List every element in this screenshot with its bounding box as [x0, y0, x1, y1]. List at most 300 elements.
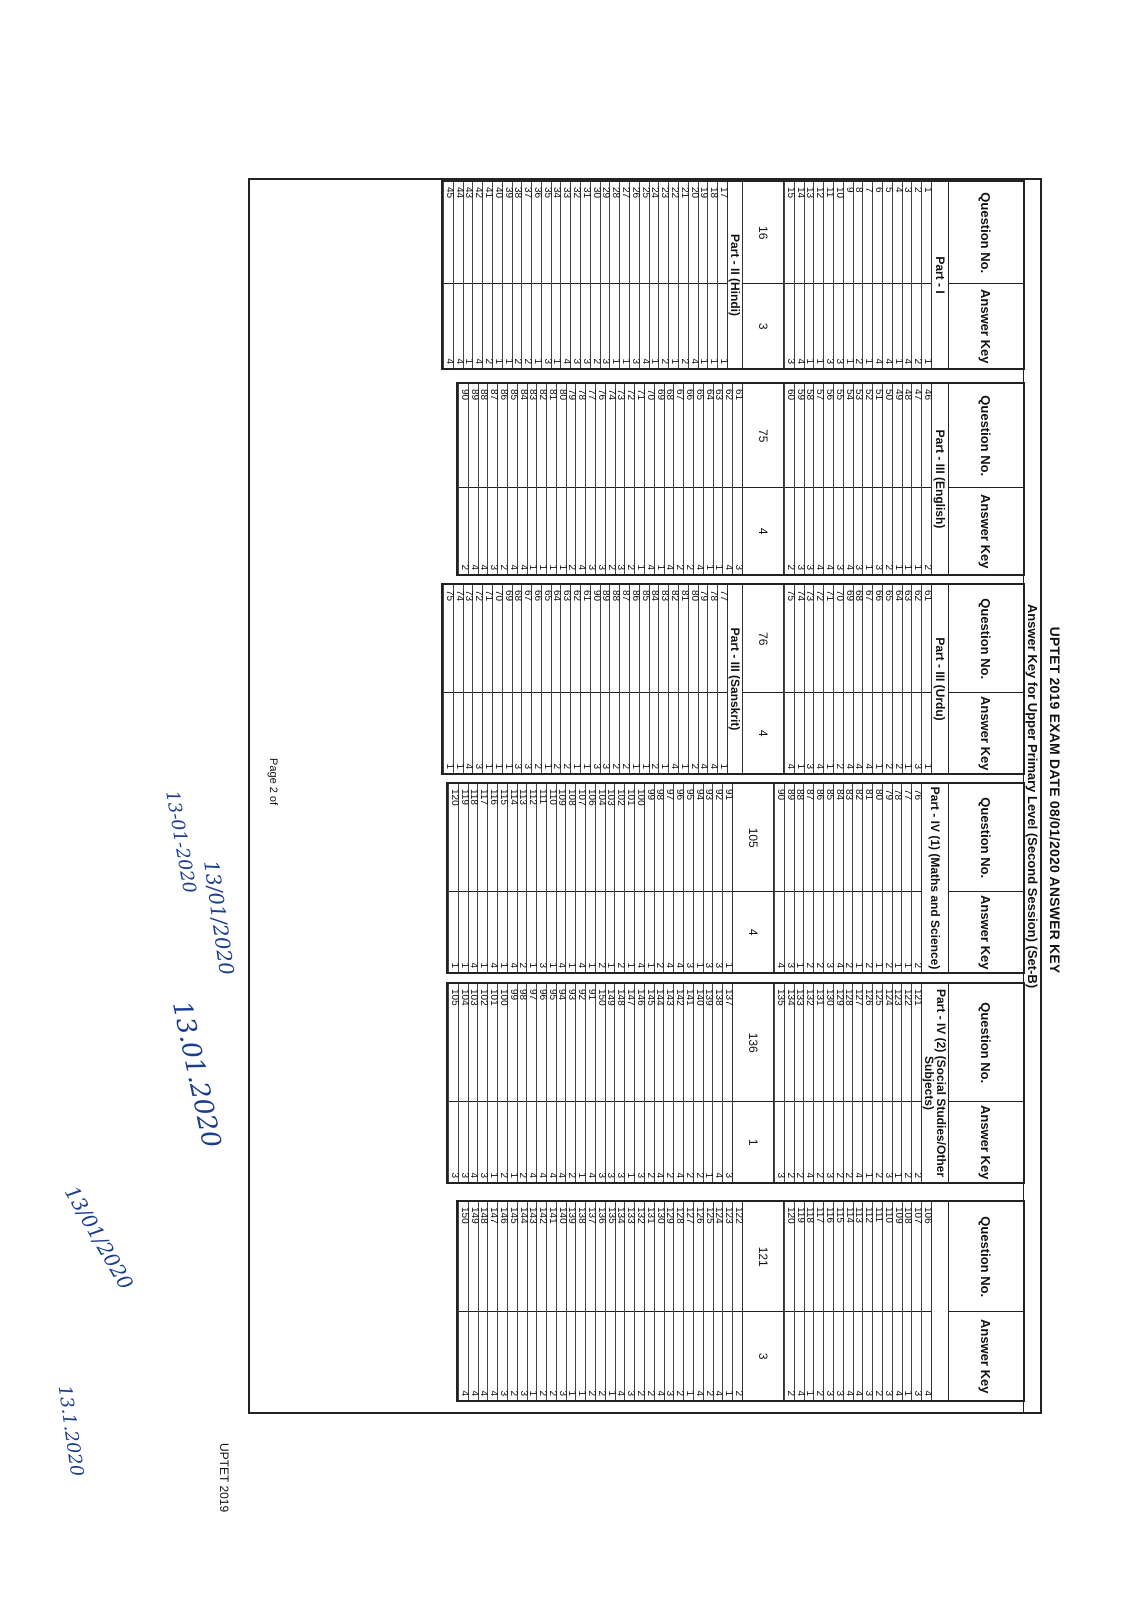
answer-value: 1 — [912, 564, 924, 570]
question-number: 123 — [723, 1202, 732, 1312]
question-number: 71 — [635, 384, 644, 488]
table-row — [673, 1202, 686, 1400]
answer-value: 2 — [794, 1172, 806, 1178]
answer-value: 3 — [824, 1390, 836, 1396]
answer-value: 2 — [882, 564, 894, 570]
table-row — [566, 1202, 576, 1400]
table-row — [722, 1202, 735, 1400]
answer-value: 4 — [536, 1172, 548, 1178]
answer-value: 2 — [605, 564, 617, 570]
answer-value: 3 — [824, 358, 836, 364]
answer-value: 2 — [659, 358, 671, 364]
question-number: 33 — [562, 182, 571, 284]
question-number: 62 — [723, 384, 732, 488]
answer-block — [446, 982, 1025, 1184]
table-row — [629, 182, 639, 368]
question-number: 93 — [704, 784, 713, 892]
question-number: 13 — [805, 182, 814, 284]
answer-value: 4 — [824, 564, 836, 570]
answer-value: 1 — [546, 962, 558, 968]
table-row — [600, 182, 610, 368]
question-number: 91 — [723, 784, 732, 892]
table-row — [862, 1202, 875, 1400]
table-row — [615, 1202, 625, 1400]
table-row — [546, 384, 556, 574]
table-row — [813, 182, 826, 368]
table-row — [478, 384, 488, 574]
answer-value: 1 — [571, 763, 583, 769]
question-number: 134 — [616, 1202, 625, 1312]
column-headers — [948, 1202, 1023, 1400]
question-number: 64 — [704, 384, 713, 488]
answer-value: 2 — [833, 1172, 845, 1178]
question-number: 146 — [635, 984, 644, 1102]
answer-value: 1 — [580, 763, 592, 769]
question-number: 107 — [912, 1202, 921, 1312]
answer-value: 4 — [468, 962, 480, 968]
table-row — [683, 1202, 696, 1400]
answer-value: 1 — [443, 763, 455, 769]
table-row — [458, 784, 468, 972]
table-row — [605, 784, 615, 972]
answer-value: 2 — [620, 763, 632, 769]
question-number: 145 — [508, 1202, 517, 1312]
question-number: 111 — [537, 784, 546, 892]
answer-value: 4 — [873, 358, 885, 364]
answer-value: 4 — [863, 763, 875, 769]
table-row — [556, 384, 566, 574]
question-number: 15 — [785, 182, 794, 284]
question-number: 147 — [488, 1202, 497, 1312]
question-number: 31 — [581, 182, 590, 284]
question-no-header: Question No. — [949, 984, 1023, 1102]
table-row — [673, 784, 686, 972]
answer-value: 3 — [784, 358, 796, 364]
table-row — [794, 784, 804, 972]
question-number: 56 — [824, 384, 833, 488]
question-number: 94 — [694, 784, 703, 892]
question-number: 112 — [527, 784, 536, 892]
table-row — [507, 784, 517, 972]
side-label: UPTET 2019 — [217, 1443, 231, 1513]
answer-value: 3 — [634, 1172, 646, 1178]
table-row — [862, 585, 875, 773]
answer-value: 4 — [723, 564, 735, 570]
table-row — [512, 585, 522, 773]
table-row — [882, 384, 892, 574]
answer-value: 4 — [674, 1172, 686, 1178]
table-row — [619, 182, 632, 368]
question-number: 75 — [444, 585, 453, 693]
answer-value: 3 — [882, 1390, 894, 1396]
table-row — [693, 1202, 703, 1400]
table-row — [911, 585, 924, 773]
answer-value: 1 — [531, 358, 543, 364]
answer-value: 1 — [824, 763, 836, 769]
table-row — [843, 585, 853, 773]
question-number: 86 — [630, 585, 639, 693]
answer-value: 4 — [693, 1390, 705, 1396]
table-row — [531, 585, 541, 773]
table-row — [872, 182, 885, 368]
question-number: 113 — [854, 1202, 863, 1312]
table-row — [872, 784, 882, 972]
answer-value: 1 — [843, 358, 855, 364]
table-row — [882, 784, 892, 972]
question-number: 84 — [650, 585, 659, 693]
table-row — [722, 384, 735, 574]
question-number: 97 — [527, 984, 536, 1102]
answer-value: 2 — [693, 1172, 705, 1178]
question-number: 63 — [714, 384, 723, 488]
question-number: 46 — [922, 384, 931, 488]
question-number: 3 — [903, 182, 912, 284]
table-row — [492, 585, 502, 773]
answer-value: 4 — [487, 962, 499, 968]
table-row — [664, 384, 674, 574]
answer-value: 1 — [804, 1390, 816, 1396]
answer-value: 3 — [580, 358, 592, 364]
question-number: 94 — [557, 984, 566, 1102]
column-headers — [948, 784, 1023, 972]
answer-value: 1 — [639, 763, 651, 769]
table-row — [585, 784, 595, 972]
question-number: 61 — [581, 585, 590, 693]
table-row — [654, 384, 664, 574]
table-row — [673, 984, 686, 1182]
question-number: 61 — [922, 585, 931, 693]
question-number: 121 — [743, 1202, 783, 1312]
question-number: 98 — [518, 984, 527, 1102]
table-row — [803, 784, 816, 972]
table-row — [843, 1202, 853, 1400]
question-number: 87 — [804, 784, 813, 892]
answer-value: 4 — [517, 564, 529, 570]
answer-value: 2 — [537, 1390, 549, 1396]
table-row — [683, 384, 696, 574]
table-row — [639, 585, 649, 773]
answer-value: 2 — [586, 1390, 598, 1396]
answer-value: 2 — [664, 1172, 676, 1178]
question-number: 77 — [586, 384, 595, 488]
answer-value: 1 — [703, 1172, 715, 1178]
answer-value: 4 — [478, 1390, 490, 1396]
question-number: 134 — [785, 984, 794, 1102]
question-number: 39 — [503, 182, 512, 284]
answer-value: 3 — [458, 1172, 470, 1178]
answer-value: 3 — [664, 1390, 676, 1396]
answer-value: 3 — [723, 1172, 735, 1178]
question-number: 116 — [488, 784, 497, 892]
question-number: 14 — [795, 182, 804, 284]
question-number: 119 — [459, 784, 468, 892]
answer-value: 1 — [507, 1172, 519, 1178]
question-number: 62 — [912, 585, 921, 693]
answer-value: 1 — [718, 763, 730, 769]
answer-value: 3 — [571, 358, 583, 364]
answer-value: 4 — [644, 564, 656, 570]
question-number: 126 — [863, 984, 872, 1102]
answer-value: 2 — [512, 358, 524, 364]
question-number: 110 — [547, 784, 556, 892]
table-row — [531, 182, 541, 368]
question-number: 81 — [863, 784, 872, 892]
answer-value: 2 — [688, 763, 700, 769]
table-row — [595, 1202, 605, 1400]
answer-value: 4 — [478, 564, 490, 570]
table-row — [872, 1202, 885, 1400]
question-number: 137 — [723, 984, 732, 1102]
question-number: 146 — [498, 1202, 507, 1312]
answer-value: 4 — [458, 1390, 470, 1396]
table-row — [698, 585, 708, 773]
answer-value: 3 — [756, 1352, 771, 1360]
table-row — [843, 784, 853, 972]
question-number: 144 — [518, 1202, 527, 1312]
answer-value: 4 — [843, 564, 855, 570]
answer-value: 4 — [576, 962, 588, 968]
question-number: 128 — [674, 1202, 683, 1312]
question-number: 105 — [733, 784, 773, 892]
table-row — [472, 585, 485, 773]
answer-value: 4 — [527, 1172, 539, 1178]
question-number: 89 — [469, 384, 478, 488]
answer-value: 4 — [654, 1172, 666, 1178]
table-row — [843, 182, 853, 368]
table-row — [673, 384, 686, 574]
question-number: 104 — [596, 784, 605, 892]
table-row — [663, 784, 676, 972]
table-row — [804, 585, 814, 773]
question-number: 4 — [893, 182, 902, 284]
answer-value: 2 — [814, 962, 826, 968]
answer-value: 2 — [610, 763, 622, 769]
question-number: 106 — [922, 1202, 931, 1312]
question-number: 72 — [473, 585, 482, 693]
column-headers — [948, 984, 1023, 1182]
answer-value: 2 — [892, 763, 904, 769]
question-number: 11 — [824, 182, 833, 284]
question-number: 85 — [508, 384, 517, 488]
table-row — [478, 1202, 488, 1400]
question-number: 24 — [650, 182, 659, 284]
answer-value: 2 — [644, 1172, 656, 1178]
question-number: 89 — [601, 585, 610, 693]
question-no-header: Question No. — [949, 384, 1023, 488]
answer-value: 4 — [843, 1390, 855, 1396]
answer-value: 1 — [487, 1172, 499, 1178]
question-number: 83 — [659, 585, 668, 693]
table-row — [813, 1202, 826, 1400]
answer-value: 4 — [561, 358, 573, 364]
table-row — [624, 1202, 637, 1400]
answer-value: 3 — [478, 1172, 490, 1178]
table-row — [658, 585, 671, 773]
answer-value: 2 — [843, 962, 855, 968]
column-headers — [948, 585, 1023, 773]
answer-value: 1 — [448, 962, 460, 968]
answer-value: 4 — [794, 1390, 806, 1396]
question-number: 83 — [528, 384, 537, 488]
table-row — [502, 585, 512, 773]
table-row — [703, 784, 713, 972]
table-row — [497, 1202, 507, 1400]
answer-value: 3 — [586, 564, 598, 570]
question-number: 38 — [513, 182, 522, 284]
question-number: 27 — [620, 182, 629, 284]
table-row — [556, 1202, 566, 1400]
answer-block — [456, 382, 1025, 576]
table-row — [902, 384, 912, 574]
part-heading: Part - III (Urdu) — [931, 585, 948, 773]
question-number: 82 — [537, 384, 546, 488]
answer-value: 1 — [892, 962, 904, 968]
question-number: 63 — [562, 585, 571, 693]
table-row — [541, 585, 551, 773]
answer-value: 4 — [698, 763, 710, 769]
answer-value: 4 — [746, 928, 761, 936]
table-row — [823, 585, 836, 773]
table-row — [556, 984, 566, 1182]
answer-value: 2 — [635, 1390, 647, 1396]
question-number: 61 — [733, 384, 742, 488]
answer-value: 4 — [468, 1172, 480, 1178]
answer-value: 3 — [703, 962, 715, 968]
table-row — [576, 1202, 586, 1400]
table-row — [570, 182, 583, 368]
question-number: 122 — [733, 1202, 742, 1312]
answer-value: 1 — [551, 358, 563, 364]
answer-value: 4 — [853, 1172, 865, 1178]
part-heading: Part - II (Hindi) — [727, 182, 742, 368]
question-number: 127 — [684, 1202, 693, 1312]
question-number: 132 — [804, 984, 813, 1102]
answer-value: 3 — [912, 763, 924, 769]
question-number: 102 — [478, 984, 487, 1102]
table-row — [911, 784, 921, 972]
table-row — [732, 984, 774, 1182]
table-row — [468, 384, 478, 574]
question-number: 63 — [903, 585, 912, 693]
answer-value: 1 — [635, 564, 647, 570]
answer-value: 2 — [784, 1390, 796, 1396]
table-row — [644, 384, 654, 574]
question-number: 67 — [522, 585, 531, 693]
question-number: 18 — [708, 182, 717, 284]
table-row — [649, 585, 659, 773]
table-row — [575, 984, 588, 1182]
answer-value: 1 — [576, 1172, 588, 1178]
answer-value: 2 — [922, 564, 933, 570]
question-number: 85 — [640, 585, 649, 693]
page-label: Page 2 of — [267, 758, 279, 806]
table-row — [823, 384, 836, 574]
table-row — [833, 1202, 843, 1400]
question-number: 118 — [805, 1202, 814, 1312]
question-number: 19 — [699, 182, 708, 284]
answer-value: 1 — [902, 962, 914, 968]
question-number: 21 — [679, 182, 688, 284]
question-number: 148 — [479, 1202, 488, 1312]
answer-key-header: Answer Key — [978, 895, 994, 970]
question-number: 2 — [912, 182, 921, 284]
answer-value: 4 — [922, 1390, 933, 1396]
table-row — [561, 182, 571, 368]
signature-date: 13/01/2020 — [59, 1181, 139, 1294]
question-number: 16 — [743, 182, 783, 284]
answer-value: 3 — [600, 358, 612, 364]
table-row — [683, 984, 693, 1182]
table-row — [683, 784, 693, 972]
question-number: 69 — [844, 585, 853, 693]
question-number: 135 — [775, 984, 784, 1102]
answer-key-header: Answer Key — [978, 289, 994, 364]
table-row — [595, 384, 605, 574]
answer-value: 3 — [473, 763, 485, 769]
question-number: 139 — [567, 1202, 576, 1312]
answer-key-header: Answer Key — [978, 494, 994, 569]
table-row — [921, 1202, 931, 1400]
table-row — [732, 384, 745, 574]
answer-value: 2 — [497, 1172, 509, 1178]
question-number: 83 — [844, 784, 853, 892]
table-row — [921, 182, 931, 368]
question-number: 148 — [615, 984, 624, 1102]
table-row — [468, 784, 478, 972]
answer-value: 4 — [804, 1172, 816, 1178]
table-row — [722, 784, 735, 972]
answer-value: 1 — [669, 358, 681, 364]
question-number: 125 — [704, 1202, 713, 1312]
answer-value: 3 — [615, 564, 627, 570]
table-row — [882, 585, 892, 773]
table-row — [732, 784, 774, 972]
answer-value: 4 — [507, 564, 519, 570]
answer-value: 2 — [853, 358, 865, 364]
question-number: 57 — [814, 384, 823, 488]
question-number: 102 — [615, 784, 624, 892]
answer-value: 1 — [482, 763, 494, 769]
answer-value: 3 — [823, 962, 835, 968]
question-number: 20 — [689, 182, 698, 284]
question-number: 124 — [714, 1202, 723, 1312]
question-number: 82 — [669, 585, 678, 693]
part-heading: Part - III (Sanskrit) — [727, 585, 742, 773]
answer-value: 3 — [497, 1390, 509, 1396]
table-row — [463, 182, 473, 368]
table-row — [526, 984, 539, 1182]
question-number: 73 — [616, 384, 625, 488]
question-number: 59 — [795, 384, 804, 488]
table-row — [463, 585, 473, 773]
table-row — [521, 182, 534, 368]
table-row — [892, 182, 902, 368]
table-row — [487, 984, 497, 1182]
answer-value: 2 — [872, 1172, 884, 1178]
answer-value: 2 — [873, 1390, 885, 1396]
answer-value: 1 — [629, 763, 641, 769]
table-row — [901, 984, 914, 1182]
part-heading — [931, 1202, 948, 1400]
question-number: 150 — [596, 984, 605, 1102]
question-number: 84 — [518, 384, 527, 488]
table-row — [634, 384, 647, 574]
table-row — [712, 784, 725, 972]
answer-value: 3 — [605, 1172, 617, 1178]
question-number: 100 — [635, 784, 644, 892]
question-number: 74 — [795, 585, 804, 693]
question-number: 48 — [903, 384, 912, 488]
